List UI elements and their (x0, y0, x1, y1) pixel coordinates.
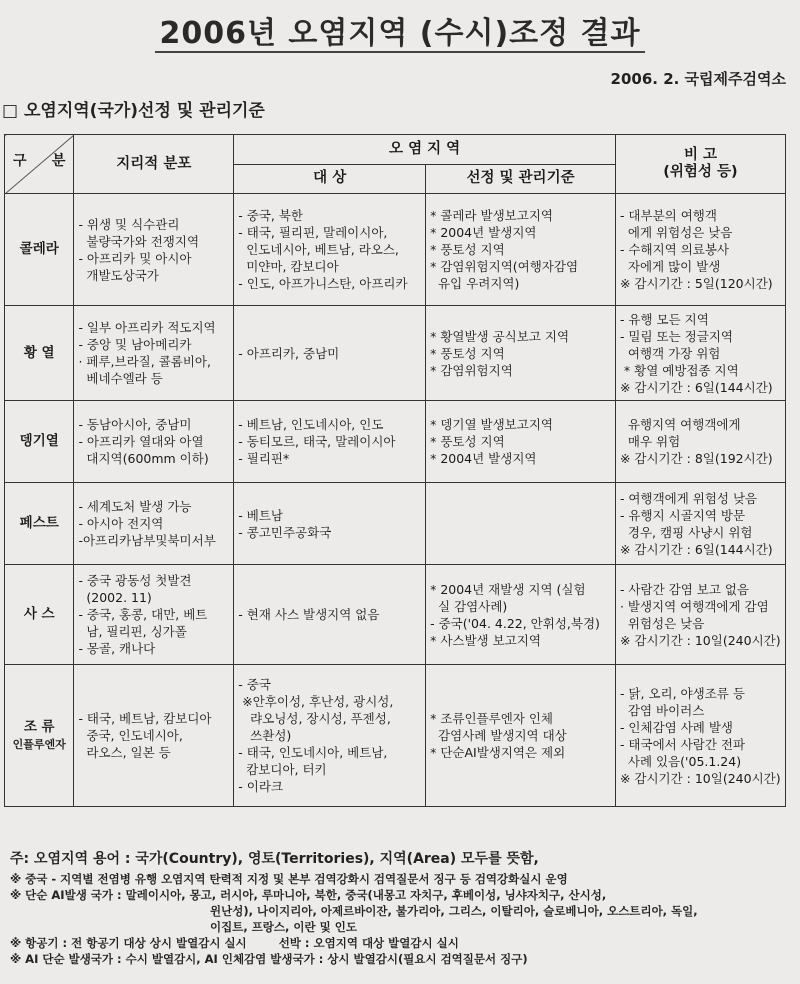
remarks-line: 위험성은 낮음 (619, 615, 705, 631)
category-label: 페스트 (19, 515, 59, 531)
cell-remarks (615, 665, 785, 807)
geo-line: - 중국 광동성 첫발견 (78, 573, 192, 588)
cell-criteria (426, 565, 616, 665)
cell-geo (74, 483, 234, 565)
criteria-line: 실 감염사례) (430, 598, 508, 614)
target-line: - 베트남 (238, 507, 283, 523)
geo-line: 대지역(600mm 이하) (78, 451, 209, 466)
geo-line: - 위생 및 식수관리 (78, 216, 180, 232)
cell-target (234, 565, 426, 665)
target-line: - 이라크 (238, 779, 283, 794)
cell-criteria (426, 194, 616, 306)
remarks-line: - 수해지역 의료봉사 (619, 242, 730, 257)
row-category (5, 401, 74, 483)
category-label: 조 류 (23, 718, 55, 735)
geo-line: - 아프리카 및 아시아 (78, 250, 192, 266)
table-row (5, 483, 786, 565)
cell-target (234, 665, 426, 807)
geo-line: - 아시아 전지역 (78, 516, 164, 531)
remarks-line: 여행객 가장 위험 (619, 345, 721, 361)
note-ai-block (10, 887, 795, 935)
criteria-line: * 풍토성 지역 (430, 242, 505, 257)
document-title (0, 8, 800, 52)
geo-line: - 태국, 베트남, 캄보디아 (78, 711, 212, 726)
note-ai-countries: ※ AI 단순 발생국가 : 수시 발열감시, AI 인체감염 발생국가 : 상시 발열감시(필요시 검역질문서 징구) (10, 952, 528, 966)
target-line: - 필리핀* (238, 451, 290, 466)
target-line: 쓰촨성) (238, 728, 292, 743)
criteria-line: * 단순AI발생지역은 제외 (430, 745, 566, 760)
cell-geo (74, 306, 234, 401)
cell-remarks (615, 565, 785, 665)
remarks-line: - 유행지 시골지역 방문 (619, 507, 746, 523)
remarks-line: - 여행객에게 위험성 낮음 (619, 490, 758, 506)
category-label: 사 스 (23, 606, 55, 622)
target-line: - 콩고민주공화국 (238, 524, 332, 540)
header-category-left: 구 (13, 153, 27, 169)
geo-line: 중국, 인도네시아, (78, 728, 183, 743)
note-aircraft: ※ 항공기 : 전 항공기 대상 상시 발열감시 실시 선박 : 오염지역 대상 발열감시 실시 (10, 936, 459, 950)
target-line: - 베트남, 인도네시아, 인도 (238, 417, 384, 432)
header-criteria: 선정 및 관리기준 (426, 164, 616, 194)
category-sublabel: 인플루엔자 (12, 737, 66, 751)
geo-line: -아프리카남부및북미서부 (78, 533, 216, 548)
cell-target (234, 306, 426, 401)
remarks-line: 유행지역 여행객에게 (619, 417, 741, 432)
geo-line: · 페루,브라질, 콜롬비아, (78, 354, 211, 369)
header-contaminated-area: 오 염 지 역 (234, 135, 616, 165)
target-line: - 동티모르, 태국, 말레이시아 (238, 434, 396, 449)
criteria-line: * 감염위험지역(여행자감염 (430, 259, 579, 274)
geo-line: 개발도상국가 (78, 267, 159, 283)
criteria-line: * 2004년 재발생 지역 (실험 (430, 581, 586, 597)
remarks-line: 사례 있음('05.1.24) (619, 753, 742, 769)
cell-remarks (615, 194, 785, 306)
cell-remarks (615, 401, 785, 483)
remarks-line: - 닭, 오리, 야생조류 등 (619, 685, 745, 701)
remarks-line: - 대부분의 여행객 (619, 208, 717, 223)
criteria-line: * 2004년 발생지역 (430, 225, 537, 240)
row-category (5, 483, 74, 565)
remarks-line: * 황열 예방접종 지역 (619, 362, 739, 378)
note-ai-label: ※ 단순 AI발생 국가 : (10, 888, 122, 902)
note-ai-line2: 윈난성), 나이지리아, 아제르바이잔, 불가리아, 그리스, 이탈리아, 슬로베니아, 오스트리아, 독일, (210, 904, 698, 918)
remarks-line: 매우 위험 (619, 434, 681, 449)
cell-remarks (615, 306, 785, 401)
geo-line: 불량국가와 전쟁지역 (78, 233, 200, 249)
cell-criteria (426, 306, 616, 401)
cell-geo (74, 665, 234, 807)
geo-line: 남, 필리핀, 싱가폴 (78, 624, 187, 639)
remarks-line: - 태국에서 사람간 전파 (619, 736, 746, 752)
note-china: ※ 중국 - 지역별 전염병 유행 오염지역 탄력적 지정 및 본부 검역강화시 검역질문서 징구 등 검역강화실시 운영 (10, 872, 568, 886)
remarks-line: ※ 감시기간 : 10일(240시간) (619, 632, 781, 648)
cell-remarks (615, 483, 785, 565)
criteria-line: * 조류인플루엔자 인체 (430, 711, 553, 726)
dateline: 2006. 2. 국립제주검역소 (610, 70, 786, 88)
remarks-line: 경우, 캠핑 사냥시 위험 (619, 524, 753, 540)
row-category (5, 565, 74, 665)
remarks-line: ※ 감시기간 : 5일(120시간) (619, 276, 773, 291)
table-row (5, 401, 786, 483)
table-row (5, 565, 786, 665)
row-category (5, 306, 74, 401)
remarks-line: · 발생지역 여행객에게 감염 (619, 598, 769, 614)
geo-line: (2002. 11) (78, 590, 152, 605)
header-remarks-line1: 비 고 (683, 147, 717, 163)
cell-geo (74, 194, 234, 306)
geo-line: - 중앙 및 남아메리카 (78, 337, 192, 352)
remarks-line: 에게 위험성은 낮음 (619, 225, 733, 240)
criteria-line: * 콜레라 발생보고지역 (430, 208, 553, 223)
note-main: 주: 오염지역 용어 : 국가(Country), 영토(Territories), 지역(Area) 모두를 뜻함, (10, 851, 539, 867)
row-category (5, 194, 74, 306)
contaminated-area-table (4, 134, 786, 807)
target-line: - 태국, 인도네시아, 베트남, (238, 745, 388, 760)
remarks-line: - 유행 모든 지역 (619, 311, 709, 327)
geo-line: - 일부 아프리카 적도지역 (78, 320, 216, 335)
target-line: 인도네시아, 베트남, 라오스, (238, 242, 399, 257)
remarks-line: ※ 감시기간 : 8일(192시간) (619, 451, 773, 466)
cell-target (234, 401, 426, 483)
target-line: 캄보디아, 터키 (238, 762, 327, 777)
section-heading: □ 오염지역(국가)선정 및 관리기준 (2, 101, 265, 121)
cell-target (234, 194, 426, 306)
header-geo: 지리적 분포 (74, 135, 234, 194)
remarks-line: ※ 감시기간 : 6일(144시간) (619, 379, 773, 395)
target-line: 랴오닝성, 장시성, 푸젠성, (238, 711, 391, 726)
row-category (5, 665, 74, 807)
header-remarks (615, 135, 785, 194)
table-body (5, 194, 786, 807)
header-remarks-line2: (위험성 등) (663, 164, 738, 180)
geo-line: 베네수엘라 등 (78, 371, 163, 386)
criteria-line: * 사스발생 보고지역 (430, 632, 541, 648)
footnotes (10, 851, 795, 967)
target-line: - 아프리카, 중남미 (238, 345, 340, 361)
geo-line: 라오스, 일본 등 (78, 745, 171, 760)
document-title-text: 2006년 오염지역 (수시)조정 결과 (155, 16, 644, 53)
cell-criteria (426, 401, 616, 483)
criteria-line: * 풍토성 지역 (430, 345, 505, 361)
criteria-line: * 2004년 발생지역 (430, 451, 537, 466)
cell-geo (74, 401, 234, 483)
remarks-line: ※ 감시기간 : 6일(144시간) (619, 541, 773, 557)
target-line: - 현재 사스 발생지역 없음 (238, 607, 380, 622)
remarks-line: 감염 바이러스 (619, 702, 705, 718)
cell-geo (74, 565, 234, 665)
remarks-line: - 밀림 또는 정글지역 (619, 328, 733, 344)
target-line: ※안후이성, 후난성, 광시성, (238, 694, 394, 709)
remarks-line: 자에게 많이 발생 (619, 259, 721, 274)
header-category (5, 135, 74, 194)
cell-criteria (426, 665, 616, 807)
criteria-line: * 감염위험지역 (430, 362, 513, 378)
target-line: - 인도, 아프가니스탄, 아프리카 (238, 276, 408, 291)
criteria-line: - 중국('04. 4.22, 안휘성,북경) (430, 615, 600, 631)
remarks-line: - 인체감염 사례 발생 (619, 719, 733, 735)
header-category-right: 분 (51, 153, 66, 169)
target-line: - 태국, 필리핀, 말레이시아, (238, 225, 388, 240)
criteria-line: * 황열발생 공식보고 지역 (430, 328, 570, 344)
header-target: 대 상 (234, 164, 426, 194)
remarks-line: - 사람간 감염 보고 없음 (619, 581, 750, 597)
target-line: 미얀마, 캄보디아 (238, 259, 339, 274)
cell-criteria (426, 483, 616, 565)
criteria-line: * 뎅기열 발생보고지역 (430, 417, 553, 432)
table-row (5, 194, 786, 306)
criteria-line: * 풍토성 지역 (430, 434, 505, 449)
target-line: - 중국 (238, 677, 271, 692)
geo-line: - 중국, 홍콩, 대만, 베트 (78, 607, 208, 622)
note-ai-line1: 말레이시아, 몽고, 러시아, 루마니아, 북한, 중국(내몽고 자치구, 후베이성, 닝샤자치구, 산시성, (125, 888, 607, 902)
geo-line: - 동남아시아, 중남미 (78, 417, 192, 432)
category-label: 콜레라 (19, 241, 59, 257)
cell-target (234, 483, 426, 565)
remarks-line: ※ 감시기간 : 10일(240시간) (619, 770, 781, 786)
geo-line: - 몽골, 캐나다 (78, 641, 156, 656)
geo-line: - 아프리카 열대와 아열 (78, 434, 204, 449)
criteria-line: 감염사례 발생지역 대상 (430, 728, 567, 743)
table-row (5, 665, 786, 807)
category-label: 뎅기열 (19, 433, 59, 449)
criteria-line: 유입 우려지역) (430, 276, 520, 291)
target-line: - 중국, 북한 (238, 208, 303, 223)
note-ai-line3: 이집트, 프랑스, 이란 및 인도 (210, 920, 357, 934)
geo-line: - 세계도처 발생 가능 (78, 499, 192, 514)
table-row (5, 306, 786, 401)
category-label: 황 열 (23, 344, 55, 361)
